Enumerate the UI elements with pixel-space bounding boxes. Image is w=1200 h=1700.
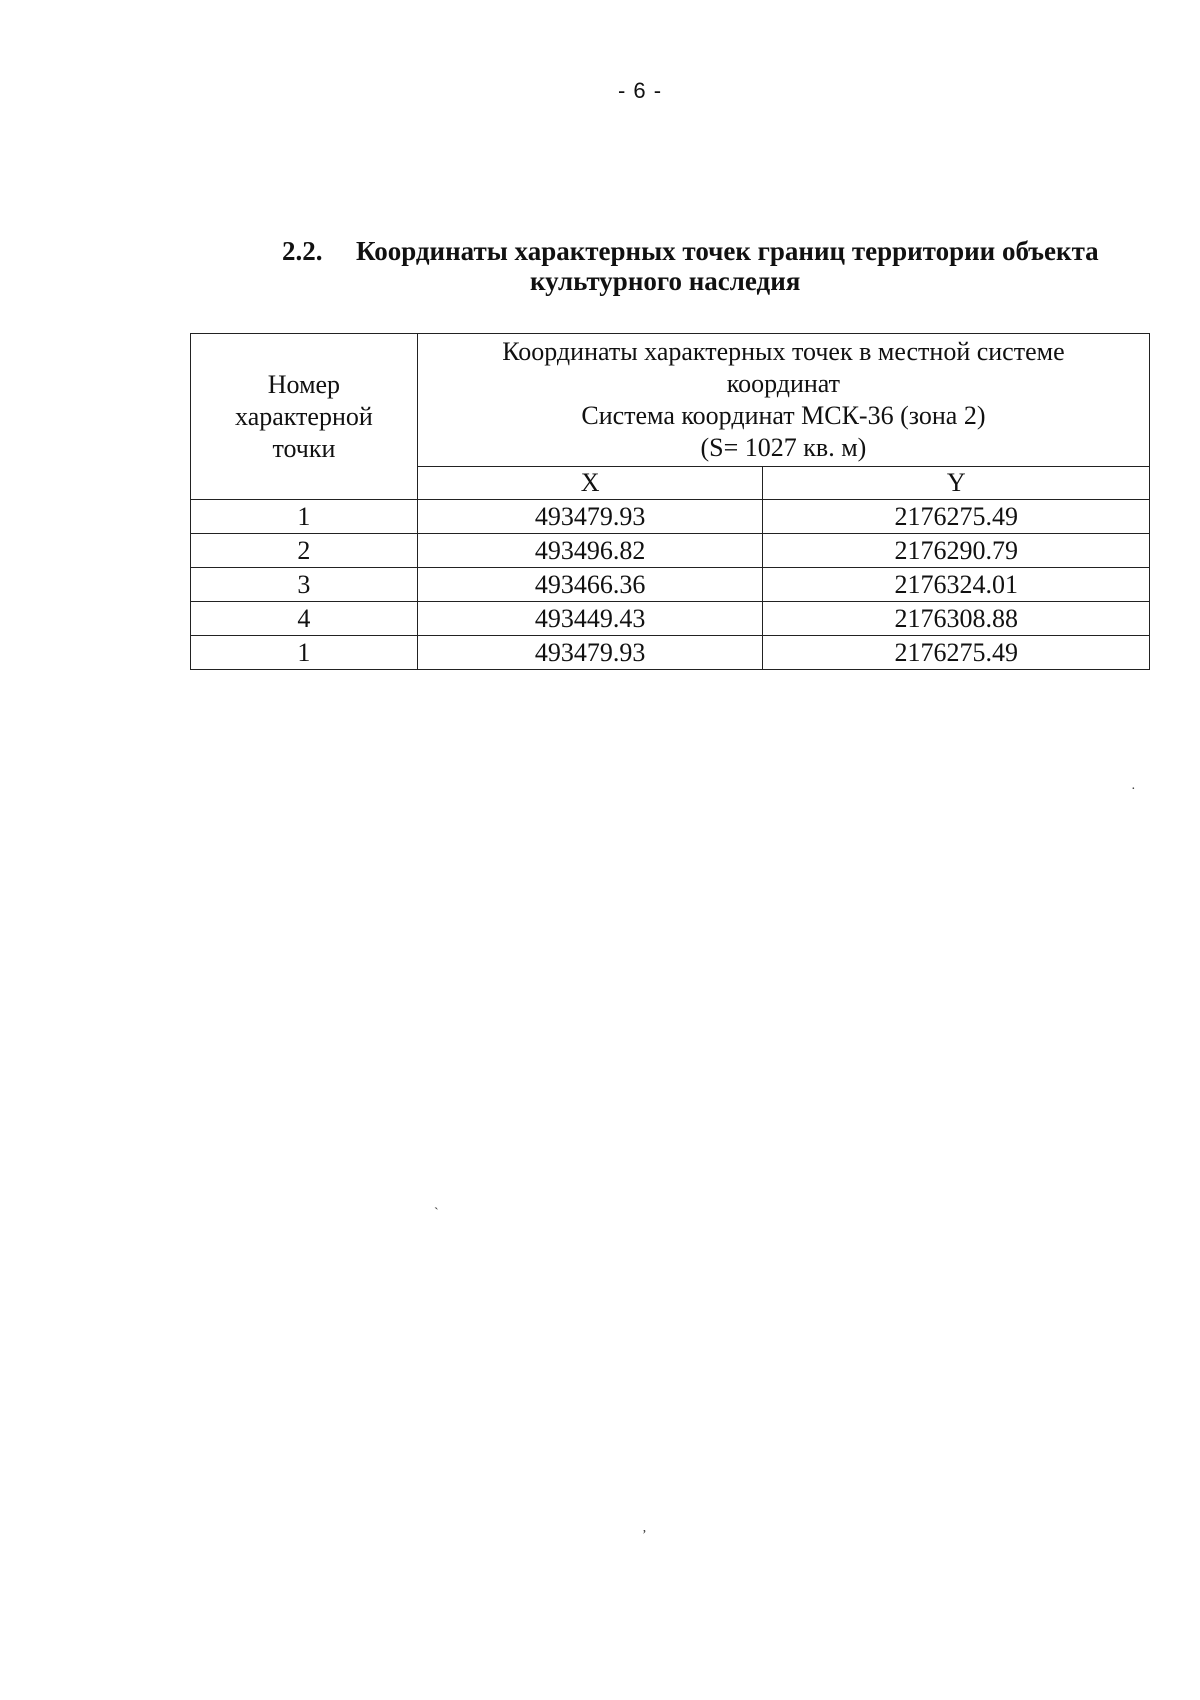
coordinates-group-header-line: Координаты характерных точек в местной системе bbox=[502, 337, 1065, 366]
table-row bbox=[191, 568, 1150, 602]
y-coordinate-cell: 2176308.88 bbox=[763, 602, 1150, 636]
coordinates-group-header-line: Система координат МСК-36 (зона 2) bbox=[581, 401, 986, 430]
x-coordinate-cell: 493496.82 bbox=[417, 534, 763, 568]
section-title-part2: культурного наследия bbox=[530, 266, 801, 296]
x-coordinate-cell: 493449.43 bbox=[417, 602, 763, 636]
x-coordinate-cell: 493479.93 bbox=[417, 636, 763, 670]
section-heading bbox=[282, 236, 1162, 296]
page-number: - 6 - bbox=[617, 78, 663, 103]
point-number-cell: 2 bbox=[191, 534, 418, 568]
point-number-header-line: точки bbox=[272, 433, 336, 463]
y-column-header: Y bbox=[763, 467, 1150, 500]
point-number-header bbox=[191, 334, 418, 500]
section-number: 2.2. bbox=[282, 236, 323, 266]
scan-speck: · bbox=[1131, 782, 1136, 797]
point-number-cell: 3 bbox=[191, 568, 418, 602]
x-column-header: X bbox=[417, 467, 763, 500]
table-row bbox=[191, 602, 1150, 636]
coordinates-table bbox=[190, 333, 1150, 670]
point-number-cell: 1 bbox=[191, 636, 418, 670]
y-coordinate-cell: 2176324.01 bbox=[763, 568, 1150, 602]
point-number-header-line: Номер bbox=[267, 369, 341, 399]
table-row bbox=[191, 636, 1150, 670]
table-row bbox=[191, 534, 1150, 568]
x-coordinate-cell: 493466.36 bbox=[417, 568, 763, 602]
point-number-cell: 4 bbox=[191, 602, 418, 636]
point-number-header-line: характерной bbox=[235, 401, 373, 431]
y-coordinate-cell: 2176290.79 bbox=[763, 534, 1150, 568]
section-heading-line1 bbox=[282, 236, 1162, 266]
coordinates-group-header bbox=[417, 334, 1149, 467]
y-coordinate-cell: 2176275.49 bbox=[763, 636, 1150, 670]
scan-speck: ` bbox=[434, 1206, 439, 1221]
coordinates-group-header-line: (S= 1027 кв. м) bbox=[700, 433, 867, 462]
y-coordinate-cell: 2176275.49 bbox=[763, 500, 1150, 534]
scan-speck: ’ bbox=[642, 1528, 647, 1543]
section-title-part1: Координаты характерных точек границ территории объекта bbox=[356, 236, 1099, 266]
coordinates-group-header-line: координат bbox=[726, 369, 841, 398]
x-coordinate-cell: 493479.93 bbox=[417, 500, 763, 534]
table-header-row bbox=[191, 334, 1150, 467]
point-number-cell: 1 bbox=[191, 500, 418, 534]
table-row bbox=[191, 500, 1150, 534]
